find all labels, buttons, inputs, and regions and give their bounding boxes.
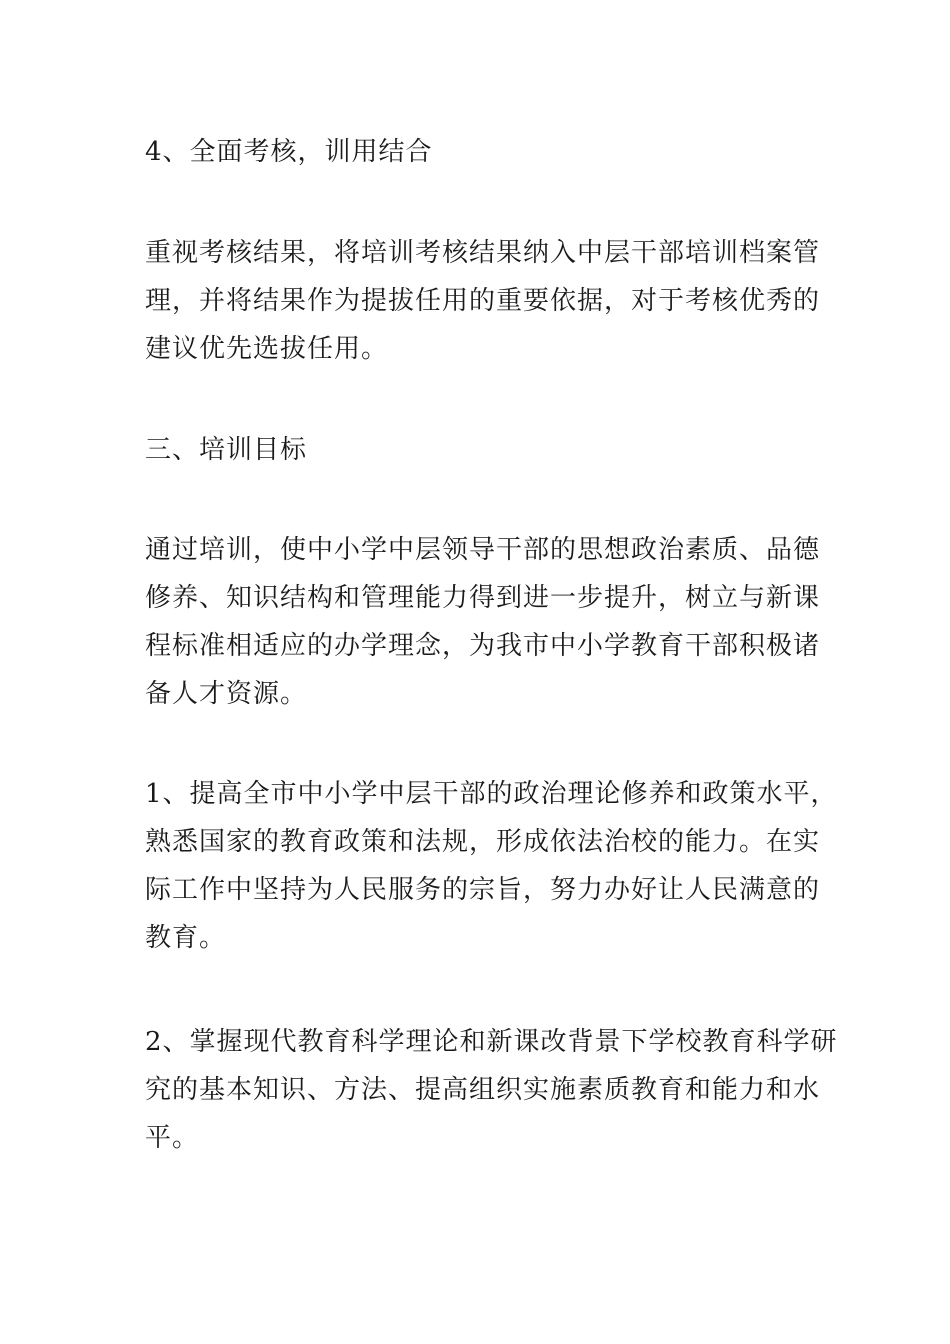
paragraph-goal-1 xyxy=(145,770,838,962)
text-line: 通过培训，使中小学中层领导干部的思想政治素质、品德 xyxy=(145,535,821,565)
text-line: 2、掌握现代教育科学理论和新课改背景下学校教育科学研 xyxy=(145,1027,838,1057)
text-line: 教育。 xyxy=(145,923,227,953)
text-line: 三、培训目标 xyxy=(145,435,308,465)
heading-assessment xyxy=(145,128,809,176)
text-line: 修养、知识结构和管理能力得到进一步提升，树立与新课 xyxy=(145,583,821,613)
text-line: 理，并将结果作为提拔任用的重要依据，对于考核优秀的 xyxy=(145,286,821,316)
heading-training-goals xyxy=(145,426,809,474)
paragraph-goal-2 xyxy=(145,1018,838,1162)
text-line: 究的基本知识、方法、提高组织实施素质教育和能力和水 xyxy=(145,1075,821,1105)
paragraph-assessment-results xyxy=(145,229,821,373)
text-line: 4、全面考核，训用结合 xyxy=(145,137,433,167)
text-line: 际工作中坚持为人民服务的宗旨，努力办好让人民满意的 xyxy=(145,875,821,905)
text-line: 熟悉国家的教育政策和法规，形成依法治校的能力。在实 xyxy=(145,827,821,857)
text-line: 1、提高全市中小学中层干部的政治理论修养和政策水平， xyxy=(145,779,838,809)
text-line: 重视考核结果，将培训考核结果纳入中层干部培训档案管 xyxy=(145,238,821,268)
text-line: 平。 xyxy=(145,1123,200,1153)
paragraph-training-goals xyxy=(145,526,821,718)
text-line: 建议优先选拔任用。 xyxy=(145,334,389,364)
text-line: 备人才资源。 xyxy=(145,679,308,709)
text-line: 程标准相适应的办学理念，为我市中小学教育干部积极诸 xyxy=(145,631,821,661)
